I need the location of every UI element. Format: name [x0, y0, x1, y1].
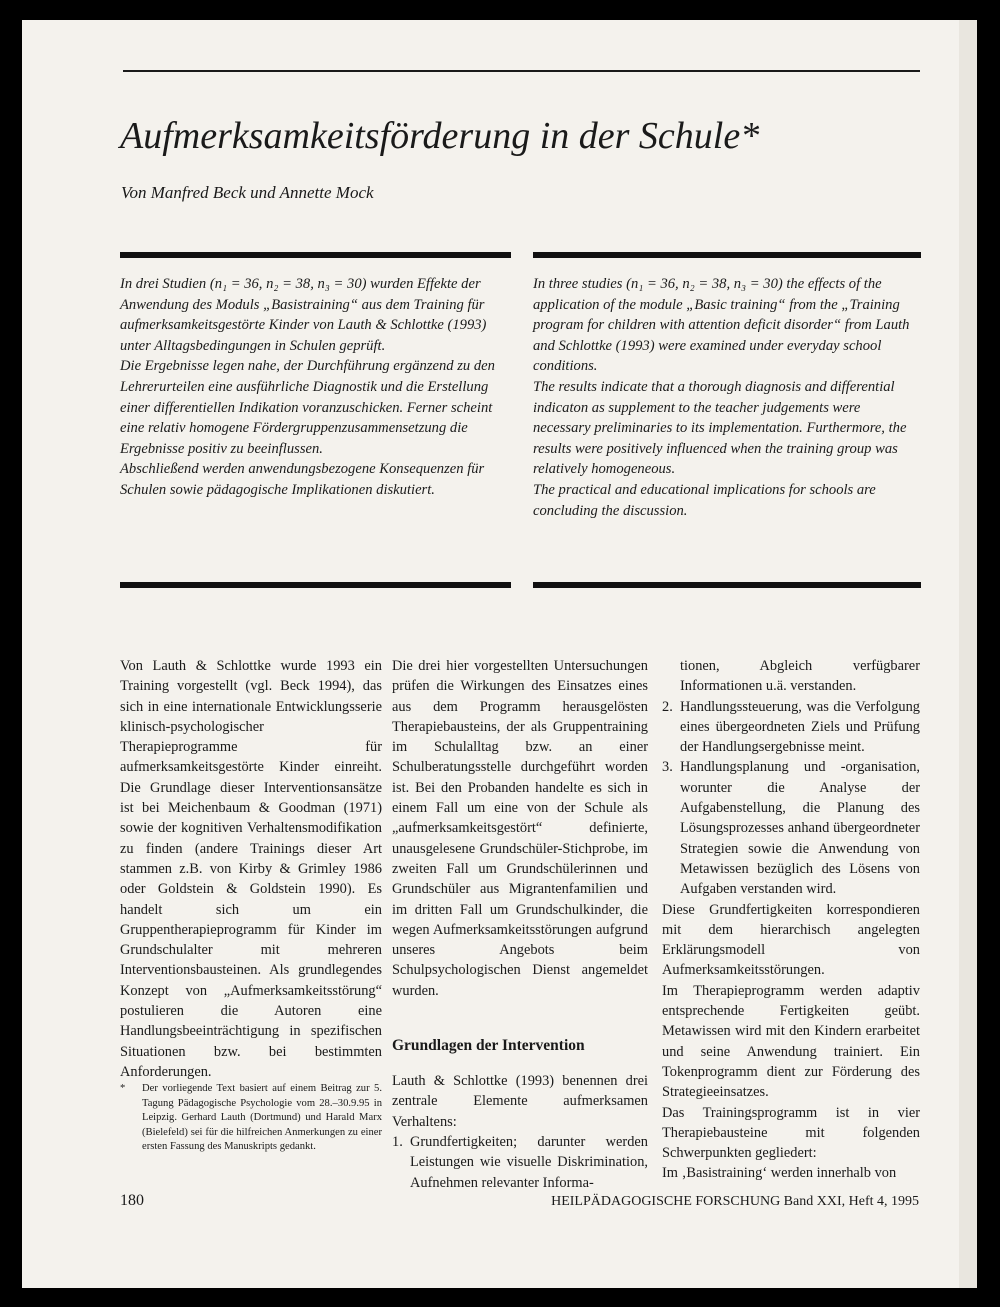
body-paragraph: Im Therapieprogramm werden adaptiv entsprechende Fertigkeiten geübt. Metawissen wird mit den Kindern erarbeitet und seine Anwendung trainiert. Ein Tokenprogramm dient zur Förderung des Strategieeinsatzes. [662, 982, 920, 1101]
list-item-text: Grundfertigkeiten; darunter werden Leistungen wie visuelle Diskrimination, Aufnehmen relevanter Informa- [410, 1133, 648, 1191]
body-paragraph: Im ‚Basistraining‘ werden innerhalb von [662, 1165, 897, 1182]
elements-list [392, 1132, 648, 1193]
abstract-de-paragraph: In drei Studien (n₁ = 36, n₂ = 38, n₃ = 30) wurden Effekte der Anwendung des Moduls „Basistraining“ aus dem Training für aufmerksamkeitsgestörte Kinder von Lauth & Schlottke (1993) unter Alltagsbedingungen in Schulen geprüft. [120, 276, 487, 354]
body-column-1 [120, 656, 382, 1082]
list-item [392, 1132, 648, 1193]
abstract-de-paragraph: Abschließend werden anwendungsbezogene Konsequenzen für Schulen sowie pädagogische Implikationen diskutiert. [120, 461, 485, 498]
list-item-text: Handlungssteuerung, was die Verfolgung eines übergeordneten Ziels und Prüfung der Handlungsergebnisse meint. [680, 698, 920, 756]
abstract-en-paragraph: The results indicate that a thorough diagnosis and differential indicaton as supplement to the teacher judgements were necessary preliminaries to its implementation. Furthermore, the results were positively influenced when the training group was relatively homogeneous. [533, 378, 907, 478]
body-paragraph: Von Lauth & Schlottke wurde 1993 ein Training vorgestellt (vgl. Beck 1994), das sich in eine internationale Entwicklungsserie klinisch-psychologischer Therapieprogramme für aufmerksamkeitsgestörte Kinder einreiht. Die Grundlage dieser Interventionsansätze ist bei Meichenbaum & Goodman (1971) sowie der kognitiven Verhaltensmodifikation zu finden (andere Trainings dieser Art stammen z.B. von Kirby & Grimley 1986 oder Goldstein & Goldstein 1990). Es handelt sich um ein Gruppentherapieprogramm für Kinder im Grundschulalter mit mehreren Interventionsbausteinen. Als grundlegendes Konzept von „Aufmerksamkeitsstörung“ postulieren die Autoren eine Handlungsbeeinträchtigung in spezifischen Situationen bzw. bei bestimmten Anforderungen. [120, 658, 382, 1080]
body-paragraph: Die drei hier vorgestellten Untersuchungen prüfen die Wirkungen des Einsatzes eines aus dem Programm herausgelösten Therapiebausteins, der als Gruppentraining im Schulalltag bzw. an einer Schulberatungsstelle durchgeführt worden ist. Bei den Probanden handelte es sich in einem Fall um eine von der Schule als „aufmerksamkeitsgestört“ definierte, unausgelesene Grundschüler-Stichprobe, im zweiten Fall um Grundschülerinnen und Grundschüler aus Migrantenfamilien und im dritten Fall um Grundschulkinder, die wegen Aufmerksamkeitsstörungen aufgrund unseres Angebots beim Schulpsychologischen Dienst angemeldet wurden. [392, 658, 648, 999]
article-authors: Von Manfred Beck und Annette Mock [121, 183, 374, 202]
body-paragraph: Diese Grundfertigkeiten korrespondieren mit dem hierarchisch angelegten Erklärungsmodell von Aufmerksamkeitsstörungen. [662, 901, 920, 979]
list-item-number: 2. [662, 698, 673, 715]
journal-citation: HEILPÄDAGOGISCHE FORSCHUNG Band XXI, Heft 4, 1995 [551, 1194, 919, 1209]
abstract-de-paragraph: Die Ergebnisse legen nahe, der Durchführung ergänzend zu den Lehrerurteilen eine ausführliche Diagnostik und die Erstellung einer differentiellen Indikation voranzuschicken. Ferner scheint eine relativ homogene Fördergruppenzusammensetzung die Ergebnisse positiv zu beeinflussen. [120, 358, 495, 457]
abstract-de-bottom-rule [120, 582, 511, 588]
list-item [662, 656, 920, 697]
abstract-en-paragraph: In three studies (n₁ = 36, n₂ = 38, n₃ = 30) the effects of the application of the module „Basic training“ from the „Training program for children with attention deficit disorder“ from Lauth and Schlottke (1993) were examined under everyday school conditions. [533, 276, 910, 375]
page-edge-shadow [959, 20, 977, 1288]
page-number: 180 [120, 1192, 144, 1209]
abstract-de-top-rule [120, 252, 511, 258]
footnote [120, 1082, 382, 1155]
abstract-german [120, 274, 511, 501]
list-item-text: tionen, Abgleich verfügbarer Informationen u.ä. verstanden. [680, 658, 920, 695]
abstract-en-bottom-rule [533, 582, 921, 588]
list-item-text: Handlungsplanung und -organisation, worunter die Analyse der Aufgabenstellung, die Planung des Lösungsprozesses anhand übergeordneter Strategien sowie die Anwendung von Metawissen bezüglich des Lösens von Aufgaben verstanden wird. [680, 759, 920, 898]
body-column-3 [662, 656, 920, 1184]
body-column-2 [392, 656, 648, 1193]
footnote-marker: * [120, 1083, 126, 1094]
journal-page [22, 20, 977, 1288]
abstract-english [533, 274, 921, 521]
abstract-en-paragraph: The practical and educational implications for schools are concluding the discussion. [533, 481, 876, 519]
list-item [662, 757, 920, 899]
body-paragraph: Das Trainingsprogramm ist in vier Therapiebausteine mit folgenden Schwerpunkten gegliedert: [662, 1104, 920, 1162]
elements-list-continued [662, 656, 920, 900]
article-title: Aufmerksamkeitsförderung in der Schule* [120, 115, 760, 157]
abstract-en-top-rule [533, 252, 921, 258]
list-item-number: 1. [392, 1133, 403, 1150]
section-heading: Grundlagen der Intervention [392, 1037, 585, 1055]
top-rule [123, 70, 920, 72]
list-item [662, 697, 920, 758]
list-item-number: 3. [662, 759, 673, 776]
body-paragraph: Lauth & Schlottke (1993) benennen drei zentrale Elemente aufmerksamen Verhaltens: [392, 1073, 648, 1130]
footnote-text: Der vorliegende Text basiert auf einem Beitrag zur 5. Tagung Pädagogische Psychologie vom 28.–30.9.95 in Leipzig. Gerhard Lauth (Dortmund) und Harald Marx (Bielefeld) sei für die hilfreichen Anmerkungen zu einer ersten Fassung des Manuskripts gedankt. [142, 1083, 382, 1153]
